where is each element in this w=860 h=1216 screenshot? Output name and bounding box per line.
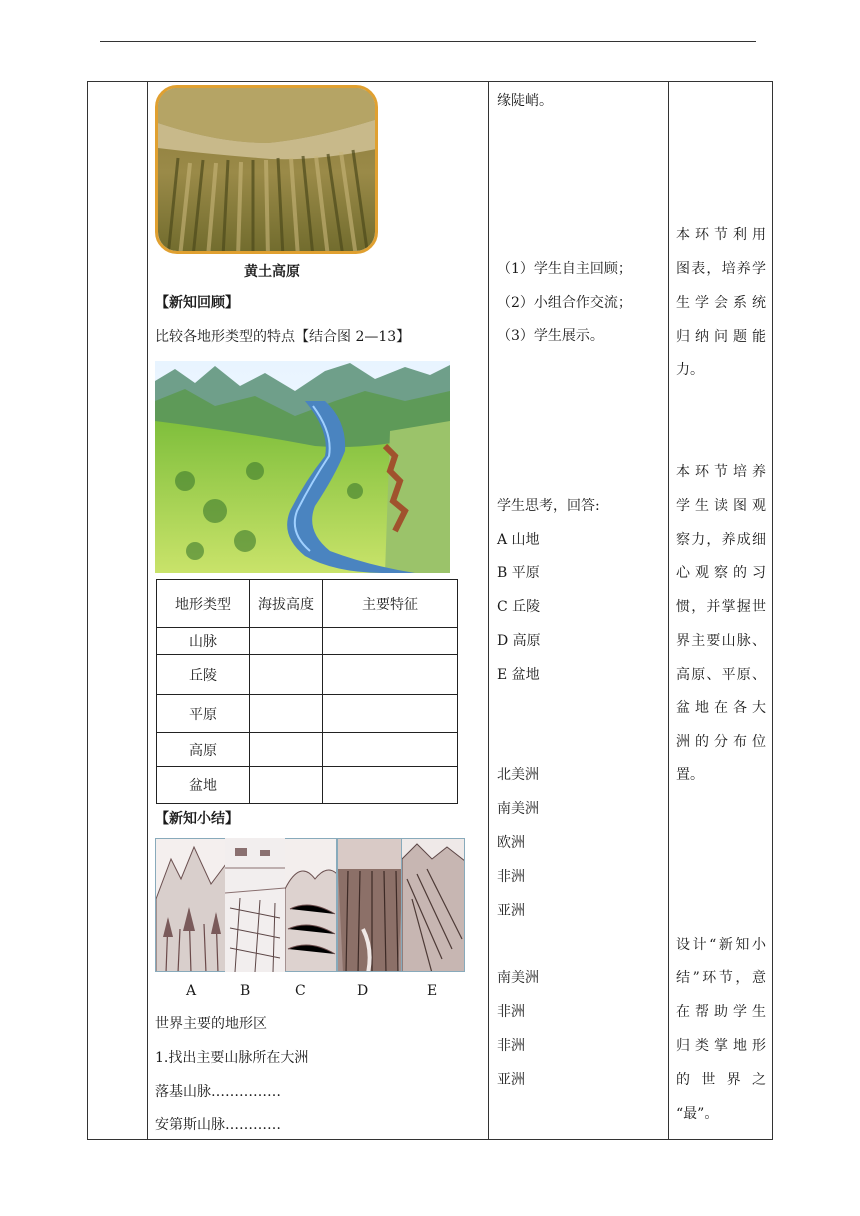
sketch-label-a: A bbox=[186, 983, 197, 999]
design-note-line: 归类掌地形 bbox=[676, 1038, 766, 1054]
table-row-label: 丘陵 bbox=[157, 655, 250, 695]
design-note-line: 本环节培养 bbox=[676, 464, 766, 480]
continent-item: 亚洲 bbox=[497, 1072, 525, 1088]
header-rule bbox=[100, 41, 756, 42]
photo-caption: 黄土高原 bbox=[244, 264, 300, 280]
review-heading: 【新知回顾】 bbox=[155, 295, 239, 311]
table-cell[interactable] bbox=[250, 767, 323, 804]
design-note-line: 界主要山脉、 bbox=[676, 633, 766, 649]
continent-item: 南美洲 bbox=[497, 970, 539, 986]
design-note-line: 图表，培养学 bbox=[676, 261, 766, 277]
table-cell[interactable] bbox=[323, 733, 458, 767]
table-header: 主要特征 bbox=[323, 580, 458, 628]
design-note-line: 结”环节，意 bbox=[676, 970, 766, 986]
continent-item: 欧洲 bbox=[497, 835, 525, 851]
answer-item: D 高原 bbox=[497, 633, 541, 649]
table-row-label: 盆地 bbox=[157, 767, 250, 804]
design-note-line: 在帮助学生 bbox=[676, 1004, 766, 1020]
col-divider-2 bbox=[488, 82, 489, 1139]
table-cell[interactable] bbox=[323, 767, 458, 804]
sketch-label-c: C bbox=[295, 983, 306, 999]
design-note-line: “最”。 bbox=[676, 1106, 719, 1122]
table-header: 地形类型 bbox=[157, 580, 250, 628]
sketch-mountain bbox=[155, 838, 225, 972]
sketch-label-d: D bbox=[357, 983, 369, 999]
col-divider-3 bbox=[668, 82, 669, 1139]
sketch-plain bbox=[225, 838, 285, 972]
continent-item: 南美洲 bbox=[497, 801, 539, 817]
design-note-line: 归纳问题能 bbox=[676, 329, 766, 345]
table-header: 海拔高度 bbox=[250, 580, 323, 628]
terrain-comparison-table bbox=[156, 579, 458, 804]
table-cell[interactable] bbox=[323, 655, 458, 695]
terrain-illustration bbox=[155, 361, 450, 573]
table-cell[interactable] bbox=[323, 695, 458, 733]
table-cell[interactable] bbox=[250, 655, 323, 695]
sketch-basin bbox=[402, 838, 465, 972]
student-line-0: 缘陡峭。 bbox=[497, 93, 553, 109]
design-note-line: 力。 bbox=[676, 362, 704, 378]
mountain-rockies: 落基山脉…………… bbox=[155, 1084, 281, 1100]
summary-heading: 【新知小结】 bbox=[155, 811, 239, 827]
col-divider-1 bbox=[147, 82, 148, 1139]
design-note-line: 高原、平原、 bbox=[676, 667, 766, 683]
continent-item: 非洲 bbox=[497, 869, 525, 885]
continent-item: 非洲 bbox=[497, 1004, 525, 1020]
table-cell[interactable] bbox=[323, 628, 458, 655]
continent-item: 亚洲 bbox=[497, 903, 525, 919]
loess-plateau-photo bbox=[155, 85, 378, 254]
table-cell[interactable] bbox=[250, 695, 323, 733]
activity-item: （1）学生自主回顾； bbox=[497, 261, 632, 277]
think-answer: 学生思考，回答: bbox=[497, 498, 600, 514]
continent-item: 北美洲 bbox=[497, 767, 539, 783]
mountain-andes: 安第斯山脉………… bbox=[155, 1117, 281, 1133]
design-note-line: 心观察的习 bbox=[676, 565, 766, 581]
sketch-hill bbox=[285, 838, 337, 972]
design-note-line: 学生读图观 bbox=[676, 498, 766, 514]
activity-item: （3）学生展示。 bbox=[497, 328, 604, 344]
design-note-line: 置。 bbox=[676, 767, 704, 783]
table-row-label: 山脉 bbox=[157, 628, 250, 655]
world-landform-title: 世界主要的地形区 bbox=[155, 1016, 267, 1032]
table-cell[interactable] bbox=[250, 628, 323, 655]
design-note-line: 洲的分布位 bbox=[676, 734, 766, 750]
design-note-line: 生学会系统 bbox=[676, 295, 766, 311]
design-note-line: 盆地在各大 bbox=[676, 700, 766, 716]
design-note-line: 惯，并掌握世 bbox=[676, 599, 766, 615]
table-row-label: 平原 bbox=[157, 695, 250, 733]
sketch-plateau bbox=[337, 838, 402, 972]
answer-item: E 盆地 bbox=[497, 667, 540, 683]
design-note-line: 的世界之 bbox=[676, 1072, 766, 1088]
question-1: 1.找出主要山脉所在大洲 bbox=[155, 1050, 309, 1066]
review-instruction: 比较各地形类型的特点【结合图 2—13】 bbox=[155, 329, 411, 345]
answer-item: B 平原 bbox=[497, 565, 540, 581]
sketch-label-b: B bbox=[240, 983, 251, 999]
continent-item: 非洲 bbox=[497, 1038, 525, 1054]
sketch-label-e: E bbox=[427, 983, 438, 999]
design-note-line: 设计“新知小 bbox=[676, 937, 766, 953]
table-cell[interactable] bbox=[250, 733, 323, 767]
table-row-label: 高原 bbox=[157, 733, 250, 767]
design-note-line: 本环节利用 bbox=[676, 227, 766, 243]
activity-item: （2）小组合作交流； bbox=[497, 295, 632, 311]
design-note-line: 察力，养成细 bbox=[676, 532, 766, 548]
answer-item: C 丘陵 bbox=[497, 599, 541, 615]
answer-item: A 山地 bbox=[497, 532, 540, 548]
